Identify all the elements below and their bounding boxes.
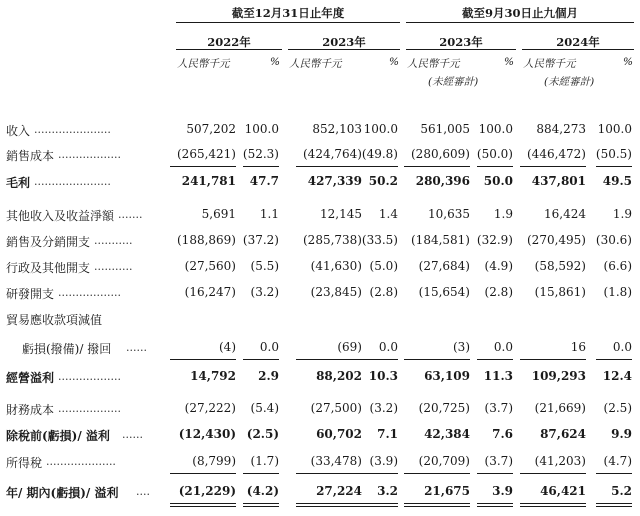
cell-value: 10,635 (428, 207, 470, 221)
cell-value: (27,222) (184, 401, 236, 415)
cell-value: 50.0 (483, 174, 513, 188)
subtotal-underline (243, 166, 279, 167)
cell-value: 280,396 (415, 174, 470, 188)
cell-value: (265,421) (177, 147, 236, 161)
cell-value: 100.0 (478, 122, 513, 136)
cell-value: 16,424 (544, 207, 586, 221)
subtotal-underline (520, 473, 586, 474)
cell-value: (49.8) (361, 147, 398, 161)
cell-value: (1.8) (603, 285, 632, 299)
leader-dots: .................. (58, 402, 121, 415)
cell-value: 100.0 (597, 122, 632, 136)
row-label: 銷售成本 (6, 149, 55, 163)
cell-value: 50.2 (368, 174, 398, 188)
total-double-underline (404, 503, 470, 507)
subtotal-underline (477, 473, 513, 474)
cell-value: (41,630) (310, 259, 362, 273)
cell-value: 5,691 (201, 207, 236, 221)
subtotal-underline (520, 359, 586, 360)
cell-value: (3) (453, 340, 470, 354)
cell-value: (3.9) (369, 454, 398, 468)
cell-value: (8,799) (192, 454, 236, 468)
cell-value: 852,103 (312, 122, 362, 136)
leader-dots: ...................... (34, 123, 111, 136)
row-label: 收入 (6, 124, 31, 138)
row-label: 研發開支 (6, 287, 55, 301)
cell-value: (270,495) (527, 233, 586, 247)
cell-value: (33.5) (361, 233, 398, 247)
pct-label: % (389, 56, 399, 68)
cell-value: (280,609) (411, 147, 470, 161)
period-header: 截至9月30日止九個月 (461, 6, 578, 20)
cell-value: (2.5) (603, 401, 632, 415)
total-double-underline (296, 503, 362, 507)
row-label: 行政及其他開支 (6, 261, 91, 275)
subtotal-underline (362, 359, 398, 360)
subtotal-underline (520, 166, 586, 167)
cell-value: 100.0 (363, 122, 398, 136)
cell-value: 3.9 (492, 484, 513, 498)
cell-value: (15,654) (418, 285, 470, 299)
year-underline (288, 49, 400, 50)
cell-value: (12,430) (178, 427, 236, 441)
cell-value: (5.5) (250, 259, 279, 273)
leader-dots: ....... (118, 208, 143, 221)
subtotal-underline (170, 473, 236, 474)
cell-value: (2.5) (246, 427, 279, 441)
subtotal-underline (404, 473, 470, 474)
leader-dots: .................. (58, 148, 121, 161)
cell-value: (4.9) (484, 259, 513, 273)
cell-value: (4) (219, 340, 236, 354)
subtotal-underline (596, 166, 632, 167)
cell-value: (1.7) (250, 454, 279, 468)
subtotal-underline (296, 359, 362, 360)
row-label: 年/ 期內(虧損)/ 溢利 (6, 486, 119, 500)
unit-label: 人民幣千元 (523, 58, 576, 70)
cell-value: 49.5 (602, 174, 632, 188)
cell-value: 14,792 (190, 369, 236, 383)
row-label: 銷售及分銷開支 (6, 235, 91, 249)
leader-dots: .................. (58, 370, 121, 383)
row-label: 其他收入及收益淨額 (6, 209, 115, 223)
cell-value: (5.4) (250, 401, 279, 415)
leader-dots: .................... (46, 455, 116, 468)
cell-value: (23,845) (310, 285, 362, 299)
year-header: 2022年 (207, 35, 251, 49)
cell-value: 1.9 (493, 207, 513, 221)
subtotal-underline (477, 166, 513, 167)
unaudited-note: (未經審計) (544, 76, 595, 88)
cell-value: (16,247) (184, 285, 236, 299)
year-header: 2024年 (556, 35, 600, 49)
cell-value: 9.9 (611, 427, 632, 441)
unit-label: 人民幣千元 (289, 58, 342, 70)
subtotal-underline (243, 473, 279, 474)
cell-value: 12.4 (602, 369, 632, 383)
cell-value: 5.2 (611, 484, 632, 498)
cell-value: 46,421 (540, 484, 586, 498)
cell-value: (3.7) (484, 454, 513, 468)
cell-value: 16 (570, 340, 586, 354)
cell-value: 3.2 (377, 484, 398, 498)
cell-value: 100.0 (244, 122, 279, 136)
subtotal-underline (243, 359, 279, 360)
cell-value: 437,801 (531, 174, 586, 188)
year-header: 2023年 (439, 35, 483, 49)
cell-value: (27,500) (310, 401, 362, 415)
cell-value: 884,273 (536, 122, 586, 136)
row-label: 毛利 (6, 176, 31, 190)
period-header: 截至12月31日止年度 (231, 6, 345, 20)
cell-value: (37.2) (242, 233, 279, 247)
cell-value: (33,478) (310, 454, 362, 468)
row-label: 所得稅 (6, 456, 43, 470)
cell-value: (27,560) (184, 259, 236, 273)
cell-value: 12,145 (320, 207, 362, 221)
cell-value: 241,781 (181, 174, 236, 188)
subtotal-underline (170, 166, 236, 167)
cell-value: (21,229) (178, 484, 236, 498)
pct-label: % (504, 56, 514, 68)
leader-dots: ...................... (34, 175, 111, 188)
cell-value: (21,669) (534, 401, 586, 415)
period-underline (406, 22, 634, 23)
cell-value: (30.6) (595, 233, 632, 247)
pct-label: % (623, 56, 633, 68)
cell-value: 507,202 (186, 122, 236, 136)
year-underline (522, 49, 634, 50)
cell-value: (27,684) (418, 259, 470, 273)
cell-value: (6.6) (603, 259, 632, 273)
cell-value: 88,202 (316, 369, 362, 383)
cell-value: 11.3 (483, 369, 513, 383)
cell-value: 1.1 (259, 207, 279, 221)
cell-value: 60,702 (316, 427, 362, 441)
leader-dots: .... (136, 485, 150, 498)
cell-value: (20,709) (418, 454, 470, 468)
total-double-underline (520, 503, 586, 507)
subtotal-underline (596, 473, 632, 474)
subtotal-underline (362, 166, 398, 167)
cell-value: (184,581) (411, 233, 470, 247)
unaudited-note: (未經審計) (428, 76, 479, 88)
subtotal-underline (170, 359, 236, 360)
cell-value: 42,384 (424, 427, 470, 441)
total-double-underline (170, 503, 236, 507)
cell-value: (4.2) (246, 484, 279, 498)
subtotal-underline (477, 359, 513, 360)
cell-value: (20,725) (418, 401, 470, 415)
cell-value: (424,764) (303, 147, 362, 161)
cell-value: 87,624 (540, 427, 586, 441)
cell-value: 1.9 (612, 207, 632, 221)
total-double-underline (362, 503, 398, 507)
cell-value: 27,224 (316, 484, 362, 498)
year-underline (406, 49, 516, 50)
subtotal-underline (404, 166, 470, 167)
cell-value: 109,293 (531, 369, 586, 383)
subtotal-underline (296, 473, 362, 474)
cell-value: 427,339 (307, 174, 362, 188)
row-label: 虧損(撥備)/ 撥回 (22, 342, 112, 356)
unit-label: 人民幣千元 (177, 58, 230, 70)
total-double-underline (596, 503, 632, 507)
cell-value: (446,472) (527, 147, 586, 161)
period-underline (176, 22, 400, 23)
cell-value: 0.0 (612, 340, 632, 354)
total-double-underline (243, 503, 279, 507)
subtotal-underline (362, 473, 398, 474)
cell-value: (69) (337, 340, 362, 354)
total-double-underline (477, 503, 513, 507)
cell-value: 10.3 (368, 369, 398, 383)
cell-value: (3.2) (250, 285, 279, 299)
leader-dots: ...... (122, 428, 143, 441)
cell-value: 0.0 (493, 340, 513, 354)
cell-value: (4.7) (603, 454, 632, 468)
leader-dots: ...... (126, 341, 147, 354)
row-label: 除稅前(虧損)/ 溢利 (6, 429, 110, 443)
cell-value: 63,109 (424, 369, 470, 383)
year-underline (176, 49, 282, 50)
subtotal-underline (596, 359, 632, 360)
cell-value: (5.0) (369, 259, 398, 273)
leader-dots: ........... (94, 234, 133, 247)
cell-value: (3.7) (484, 401, 513, 415)
leader-dots: ........... (94, 260, 133, 273)
cell-value: (32.9) (476, 233, 513, 247)
cell-value: (3.2) (369, 401, 398, 415)
row-label: 財務成本 (6, 403, 55, 417)
cell-value: (58,592) (534, 259, 586, 273)
cell-value: (15,861) (534, 285, 586, 299)
cell-value: 47.7 (249, 174, 279, 188)
cell-value: (188,869) (177, 233, 236, 247)
unit-label: 人民幣千元 (407, 58, 460, 70)
cell-value: 2.9 (258, 369, 279, 383)
cell-value: (2.8) (484, 285, 513, 299)
cell-value: 7.6 (492, 427, 513, 441)
cell-value: (285,738) (303, 233, 362, 247)
pct-label: % (270, 56, 280, 68)
cell-value: (2.8) (369, 285, 398, 299)
cell-value: 21,675 (424, 484, 470, 498)
year-header: 2023年 (322, 35, 366, 49)
cell-value: 561,005 (420, 122, 470, 136)
subtotal-underline (404, 359, 470, 360)
cell-value: (41,203) (534, 454, 586, 468)
cell-value: (50.0) (476, 147, 513, 161)
subtotal-underline (296, 166, 362, 167)
cell-value: 0.0 (378, 340, 398, 354)
cell-value: 7.1 (377, 427, 398, 441)
cell-value: (50.5) (595, 147, 632, 161)
cell-value: 0.0 (259, 340, 279, 354)
cell-value: (52.3) (242, 147, 279, 161)
leader-dots: .................. (58, 286, 121, 299)
cell-value: 1.4 (378, 207, 398, 221)
row-label: 貿易應收款項減值 (6, 313, 103, 327)
row-label: 經營溢利 (6, 371, 55, 385)
